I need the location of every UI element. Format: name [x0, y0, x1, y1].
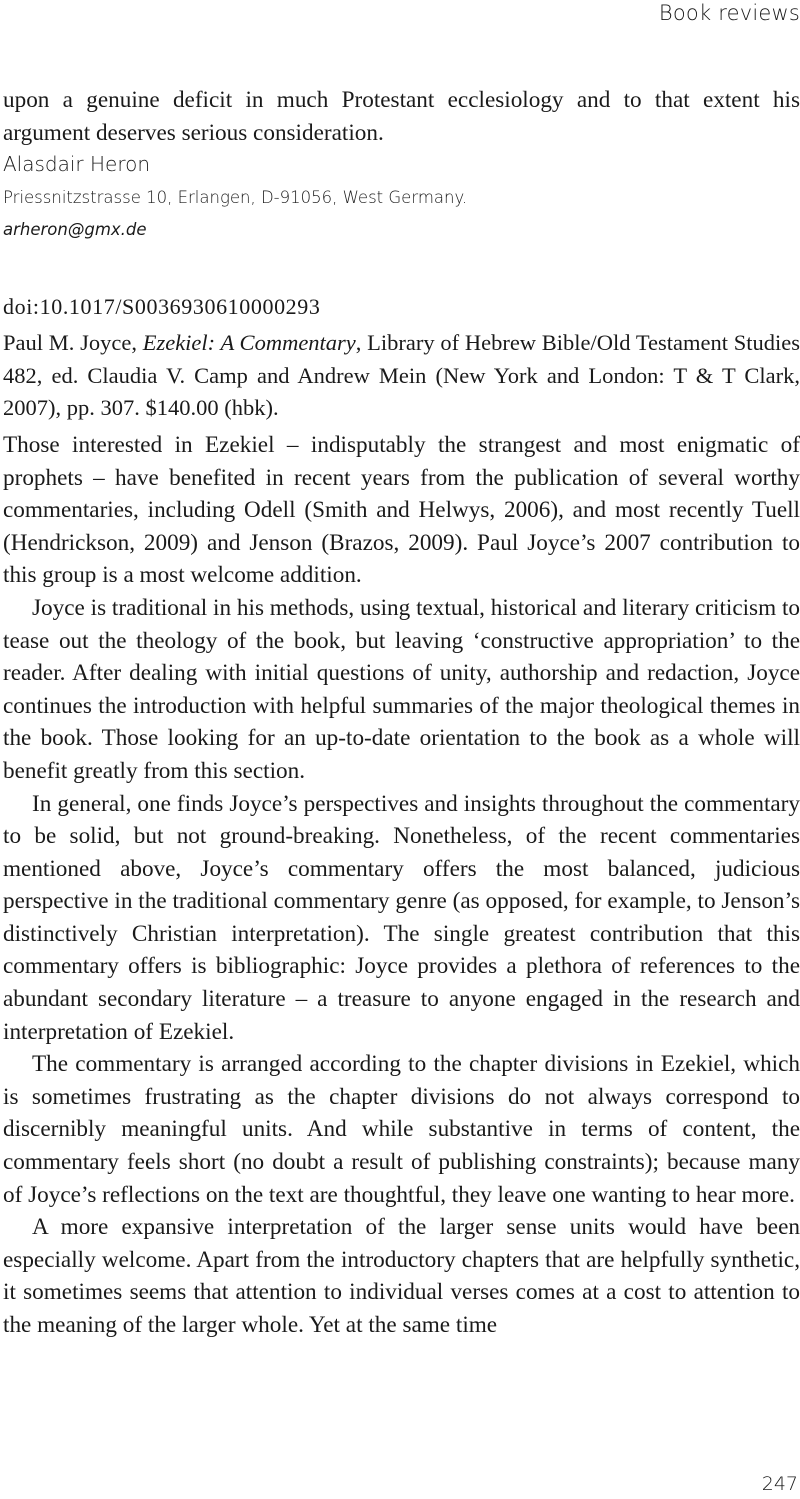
review-paragraph-4: The commentary is arranged according to the chapter divisions in Ezekiel, which is sometimes frustrating as the chapter divisions do not always correspond to discernibly meaningful units. And while substantive in terms of content, the commentary feels short (no doubt a result of publishing constraints); because many of Joyce’s reflections on the text are thoughtful, they leave one wanting to hear more.	[3, 1051, 800, 1208]
reviewer-name: Alasdair Heron	[3, 152, 151, 177]
reviewer-email: arheron@gmx.de	[3, 220, 147, 240]
book-details: , Library of Hebrew Bible/Old Testament Studies 482, ed. Claudia V. Camp and Andrew Mein (New York and London: T & T Clark, 2007), pp. 307. $140.00 (hbk).	[3, 330, 800, 421]
reviewer-address: Priessnitzstrasse 10, Erlangen, D-91056, West Germany.	[3, 188, 468, 208]
book-title: Ezekiel: A Commentary	[142, 330, 356, 356]
review-doi: doi:10.1017/S0036930610000293	[3, 294, 321, 320]
page-number: 247	[761, 1473, 798, 1495]
review-paragraph-1: Those interested in Ezekiel – indisputably the strangest and most enigmatic of prophets – have benefited in recent years from the publication of several worthy commentaries, including Odell (Smith and Helwys, 2006), and most recently Tuell (Hendrickson, 2009) and Jenson (Brazos, 2009). Paul Joyce’s 2007 contribution to this group is a most welcome addition.	[3, 431, 800, 589]
review-paragraph-3: In general, one finds Joyce’s perspectives and insights throughout the commentary to be solid, but not ground-breaking. Nonetheless, of the recent commentaries mentioned above, Joyce’s commentary offers the most balanced, judicious perspective in the traditional commentary genre (as opposed, for example, to Jenson’s distinctively Christian interpretation). The single greatest contribution that this commentary offers is bibliographic: Joyce provides a plethora of references to the abundant secondary literature – a treasure to anyone engaged in the research and interpretation of Ezekiel.	[3, 790, 800, 1045]
page-body	[3, 84, 800, 1342]
running-head: Book reviews	[658, 1, 800, 25]
previous-review-closing-text: upon a genuine deficit in much Protestant ecclesiology and to that extent his argument deserves serious consideration.	[3, 87, 800, 146]
book-author: Paul M. Joyce,	[3, 330, 143, 356]
book-citation	[3, 327, 800, 425]
review-paragraph-2: Joyce is traditional in his methods, using textual, historical and literary criticism to tease out the theology of the book, but leaving ‘constructive appropriation’ to the reader. After dealing with initial questions of unity, authorship and redaction, Joyce continues the introduction with helpful summaries of the major theological themes in the book. Those looking for an up-to-date orientation to the book as a whole will benefit greatly from this section.	[3, 594, 800, 784]
review-paragraph-5: A more expansive interpretation of the larger sense units would have been especially welcome. Apart from the introductory chapters that are helpfully synthetic, it sometimes seems that attention to individual verses comes at a cost to attention to the meaning of the larger whole. Yet at the same time	[3, 1214, 800, 1338]
